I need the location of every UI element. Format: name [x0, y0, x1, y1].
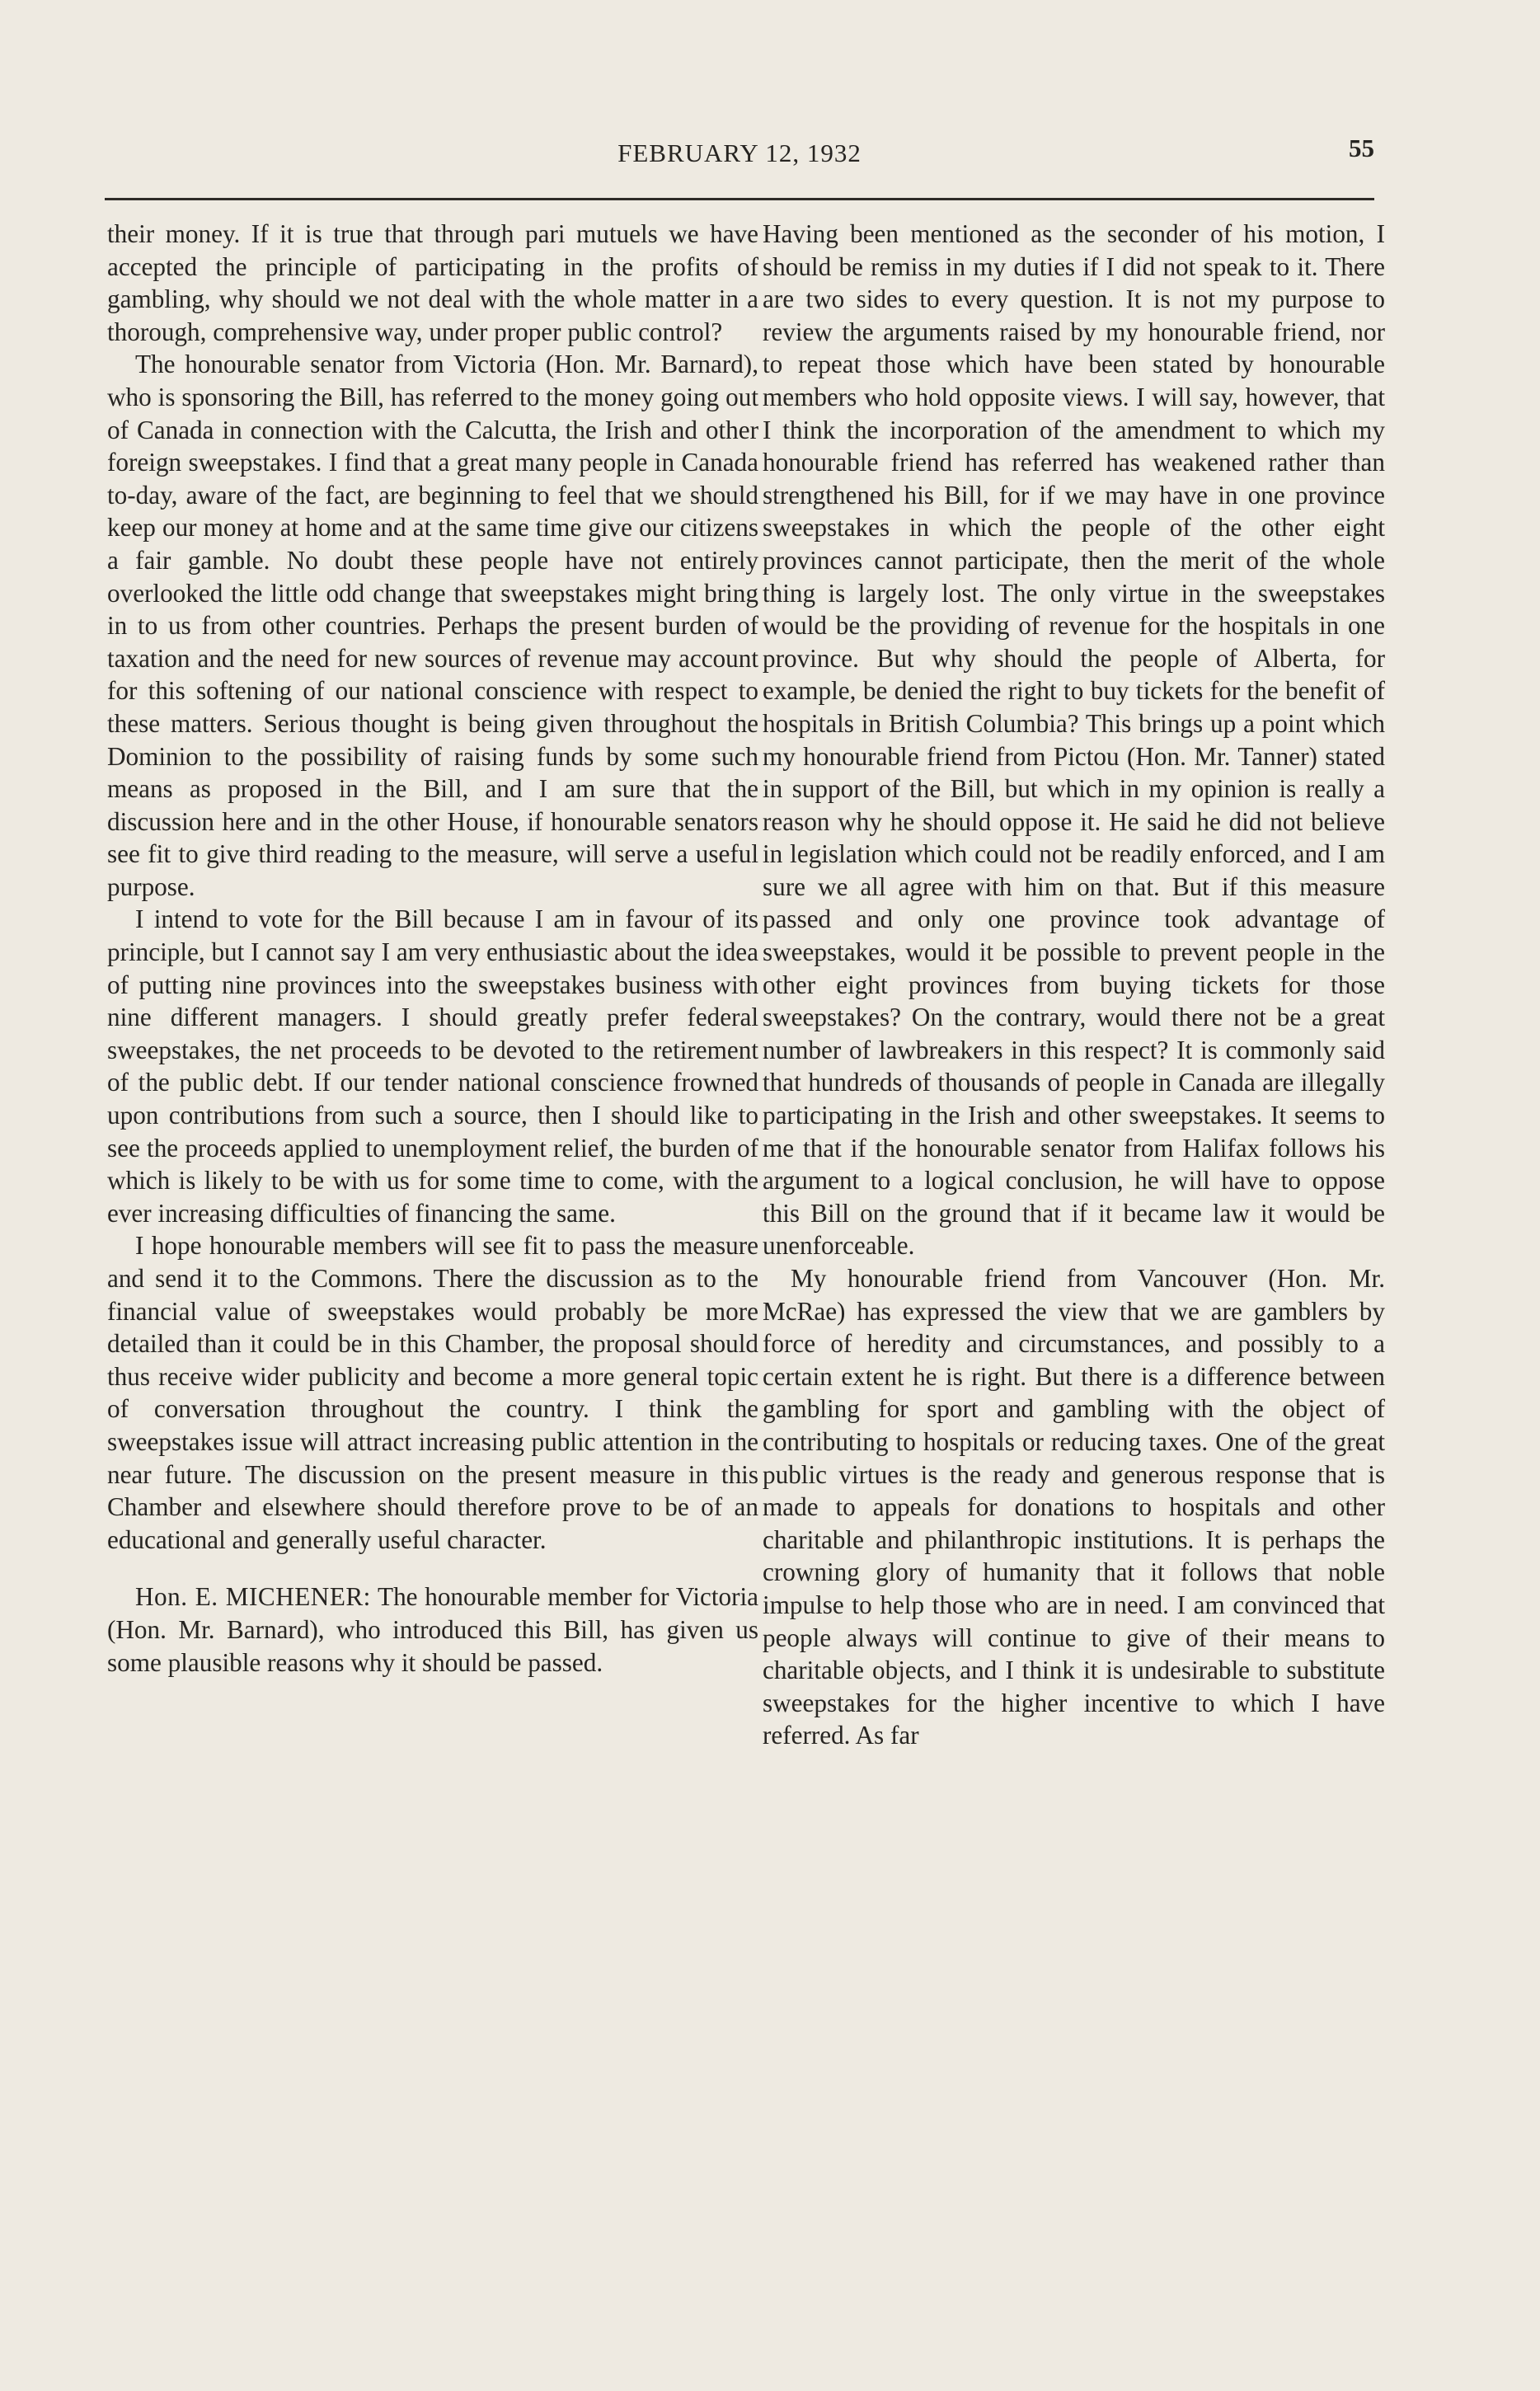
header-date: FEBRUARY 12, 1932 — [617, 139, 862, 167]
speech-text: The honourable member for Victoria (Hon. Mr. Barnard), who introduced this Bill, has given us some plausible reasons why it should be passed. — [107, 1582, 759, 1677]
page-number: 55 — [1349, 134, 1374, 162]
running-header — [105, 132, 1374, 173]
header-rule — [105, 198, 1374, 200]
paragraph: I hope honourable members will see fit to pass the measure and send it to the Commons. There the discussion as to the financial value of sweepstakes would probably be more detailed than it could be in this Chamber, the proposal should thus receive wider publicity and become a more general topic of conversation throughout the country. I think the sweepstakes issue will attract increasing public attention in the near future. The discussion on the present measure in this Chamber and elsewhere should therefore prove to be of an educational and generally useful character. — [107, 1231, 758, 1554]
paragraph: Having been mentioned as the seconder of his motion, I should be remiss in my duties if I did not speak to it. There are two sides to every question. It is not my purpose to review the arguments raised by my honourable friend, nor to repeat those which have been stated by honourable members who hold opposite views. I will say, however, that I think the incorporation of the amendment to which my honourable friend has referred has weakened rather than strengthened his Bill, for if we may have in one province sweepstakes in which the people of the other eight provinces cannot participate, then the merit of the whole thing is largely lost. The only virtue in the sweepstakes would be the providing of revenue for the hospitals in one province. But why should the people of Alberta, for example, be denied the right to buy tickets for the benefit of hospitals in British Columbia? This brings up a point which my honourable friend from Pictou (Hon. Mr. Tanner) stated in support of the Bill, but which in my opinion is really a reason why he should oppose it. He said he did not believe in legislation which could not be readily enforced, and I am sure we all agree with him on that. But if this measure passed and only one province took advantage of sweepstakes, would it be possible to prevent people in the other eight provinces from buying tickets for those sweepstakes? On the contrary, would there not be a great number of lawbreakers in this respect? It is commonly said that hundreds of thousands of people in Canada are illegally participating in the Irish and other sweepstakes. It seems to me that if the honourable senator from Halifax follows his argument to a logical conclusion, he will have to oppose this Bill on the ground that if it became law it would be unenforceable. — [763, 219, 1385, 1261]
right-column — [763, 218, 1385, 1752]
left-column — [107, 218, 758, 1679]
paragraph: My honourable friend from Vancouver (Hon. Mr. McRae) has expressed the view that we are gamblers by force of heredity and circumstances, and possibly to a certain extent he is right. But there is a difference between gambling for sport and gambling with the object of contributing to hospitals or reducing taxes. One of the great public virtues is the ready and generous response that is made to appeals for donations to hospitals and other charitable and philanthropic institutions. It is perhaps the crowning glory of humanity that it follows that noble impulse to help those who are in need. I am convinced that people always will continue to give of their means to charitable objects, and I think it is undesirable to substitute sweepstakes for the higher incentive to which I have referred. As far — [763, 1264, 1385, 1750]
speech-paragraph — [107, 1581, 758, 1679]
speaker-name: Hon. E. MICHENER: — [135, 1582, 371, 1612]
paragraph: their money. If it is true that through pari mutuels we have accepted the principle of participating in the profits of gambling, why should we not deal with the whole matter in a thorough, comprehensive way, under proper public control? — [107, 219, 758, 346]
paragraph: I intend to vote for the Bill because I am in favour of its principle, but I cannot say I am very enthusiastic about the idea of putting nine provinces into the sweepstakes business with nine different managers. I should greatly prefer federal sweepstakes, the net proceeds to be devoted to the retirement of the public debt. If our tender national conscience frowned upon contributions from such a source, then I should like to see the proceeds applied to unemployment relief, the burden of which is likely to be with us for some time to come, with the ever increasing difficulties of financing the same. — [107, 904, 758, 1228]
paragraph: The honourable senator from Victoria (Hon. Mr. Barnard), who is sponsoring the Bill, has referred to the money going out of Canada in connection with the Calcutta, the Irish and other foreign sweepstakes. I find that a great many people in Canada to-day, aware of the fact, are beginning to feel that we should keep our money at home and at the same time give our citizens a fair gamble. No doubt these people have not entirely overlooked the little odd change that sweepstakes might bring in to us from other countries. Perhaps the present burden of taxation and the need for new sources of revenue may account for this softening of our national conscience with respect to these matters. Serious thought is being given throughout the Dominion to the possibility of raising funds by some such means as proposed in the Bill, and I am sure that the discussion here and in the other House, if honourable senators see fit to give third reading to the measure, will serve a useful purpose. — [107, 350, 758, 901]
